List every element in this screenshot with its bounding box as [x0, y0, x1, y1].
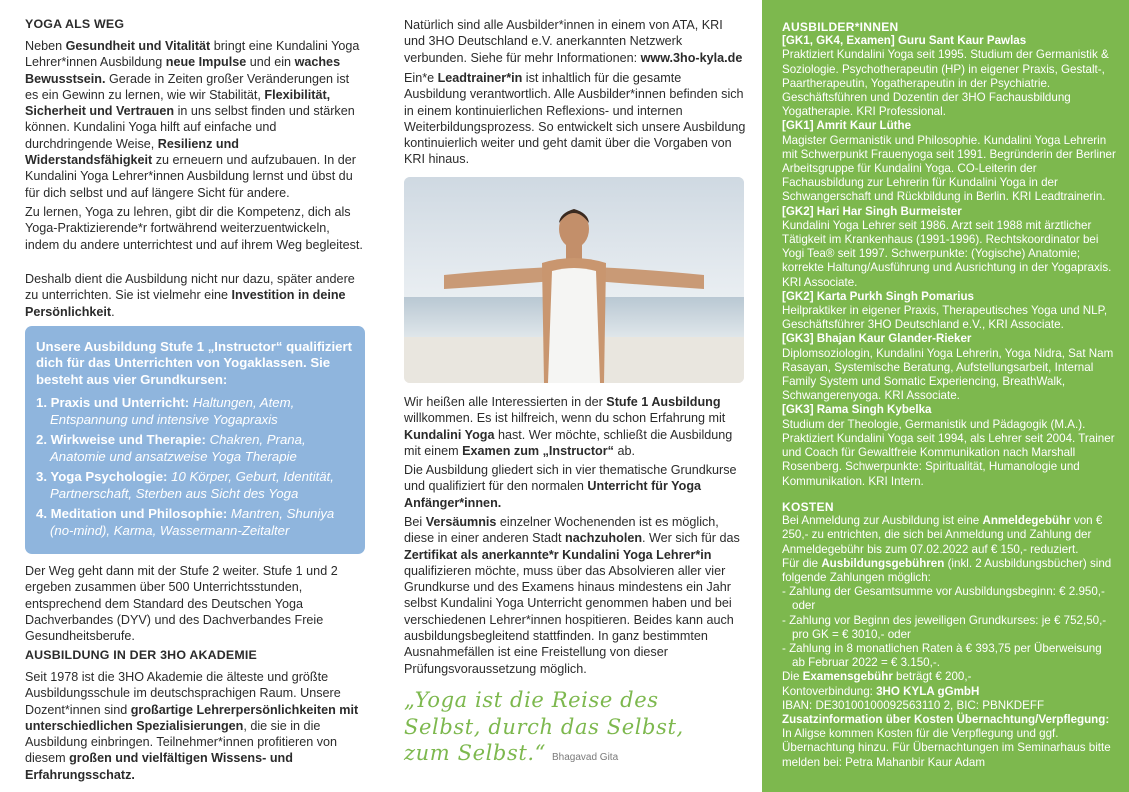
paragraph-versaeumnis: Bei Versäumnis einzelner Wochenenden ist es möglich, diese in einer anderen Stadt nachzuholen. Wer sich für das Zertifikat als anerkannte*r Kundalini Yoga Lehrer*in qualifizieren möchte, muss über das Absolvieren aller vier Grundkurse und des Examens hinaus mindestens ein Jahr selbst Kundalini Yoga Unterricht genommen haben und bei verschiedenen Lehrer*innen hospitieren. Beides kann auch ausbildungsbegleitend stattfinden. In ganz bestimmten Ausnahmefällen ist eine Freistellung von dieser Prüfungsvoraussetzung möglich. [404, 515, 740, 676]
exam-fee: Die Examensgebühr beträgt € 200,- [782, 670, 972, 684]
trainer-name: [GK2] Hari Har Singh Burmeister [782, 204, 962, 218]
trainer-bio: Studium der Theologie, Germanistik und Pädagogik (M.A.). Praktiziert Kundalini Yoga seit 1994, als Lehrer seit 2004. Trainer und Coach für Gewaltfreie Kommunikation nach Marshall Rosenberg. Schwerpunkte: Spiritualität, Humanologie und Kommunikation. KRI Intern. [782, 417, 1115, 488]
trainer-entry [782, 290, 1117, 333]
costs-intro: Bei Anmeldung zur Ausbildung ist eine Anmeldegebühr von € 250,- zu entrichten, die sich bei Anmeldung und Zahlung der Anmeldegebühr bis zum 07.02.2022 auf € 150,- reduziert. [782, 514, 1103, 556]
course-item: 3. Yoga Psychologie: 10 Körper, Geburt, Identität, Partnerschaft, Sterben aus Sicht des Yoga [36, 468, 334, 501]
costs-fees: Für die Ausbildungsgebühren (inkl. 2 Ausbildungsbücher) sind folgende Zahlungen möglich: [782, 556, 1112, 585]
trainer-entry [782, 403, 1117, 488]
yoga-man-illustration [404, 177, 744, 383]
trainer-bio: Heilpraktiker in eigener Praxis, Therapeutisches Yoga und NLP, Geschäftsführer 3HO Deutschland e.V., KRI Associate. [782, 304, 1108, 332]
course-item: 2. Wirkweise und Therapie: Chakren, Prana, Anatomie und ansatzweise Yoga Therapie [36, 431, 306, 464]
course-item: 1. Praxis und Unterricht: Haltungen, Atem, Entspannung und intensive Yogapraxis [36, 394, 295, 427]
trainer-name: [GK1] Amrit Kaur Lüthe [782, 119, 912, 133]
yoga-photo [404, 177, 744, 383]
heading-ausbilder: AUSBILDER*INNEN [782, 20, 899, 34]
trainer-entry [782, 34, 1117, 119]
trainer-bio: Praktiziert Kundalini Yoga seit 1995. Studium der Germanistik & Soziologie. Psychotherapeutin (HP) in eigener Praxis, Gestalt-, Paartherapeutin, Yogatherapeutin in der Psychiatrie. Geschäftsführen und Dozentin der 3HO Fachausbildung Yogatherapie. KRI Professional. [782, 48, 1109, 119]
trainer-bio: Magister Germanistik und Philosophie. Kundalini Yoga Lehrerin mit Schwerpunkt Frauenyoga seit 1991. Begründerin der Berliner Arbeitsgruppe für Kundalini Yoga. CO-Leiterin der Fachausbildung zur Lehrerin für Kundalini Yoga in der Schwangerschaft und Rückbildung in Berlin. KRI Leadtrainerin. [782, 133, 1116, 204]
paragraph-stufe2: Der Weg geht dann mit der Stufe 2 weiter. Stufe 1 und 2 ergeben zusammen über 500 Unterrichtsstunden, entsprechend dem Standard des Deutschen Yoga Dachverbandes (DYV) und des Dachverbandes Freie Gesundheitsberufe. [25, 564, 338, 644]
paragraph-investition: Deshalb dient die Ausbildung nicht nur dazu, später andere zu unterrichten. Sie ist vielmehr eine Investition in deine Persönlichkeit. [25, 272, 355, 319]
paragraph-lehren: Zu lernen, Yoga zu lehren, gibt dir die Kompetenz, dich als Yoga-Praktizierende*r fortwährend weiterzuentwickeln, indem du andere unterrichtest und auf ihrem Weg begleitest. [25, 205, 363, 252]
course-item: 4. Meditation und Philosophie: Mantren, Shuniya (no-mind), Karma, Wassermann-Zeitalter [36, 505, 335, 538]
heading-ausbildung-3ho: AUSBILDUNG IN DER 3HO AKADEMIE [25, 648, 258, 662]
account: Kontoverbindung: 3HO KYLA gGmbH [782, 684, 980, 698]
course-overview-box [25, 326, 365, 554]
costs-section [782, 500, 1117, 770]
paragraph-3ho-akademie: Seit 1978 ist die 3HO Akademie die älteste und größte Ausbildungsschule im deutschsprachigen Raum. Unsere Dozent*innen sind großartige Lehrerpersönlichkeiten mit unterschiedlichen Spezialisierungen, die sie in die Ausbildung einbringen. Teilnehmer*innen profitieren von diesem großen und vielfältigen Wissens- und Erfahrungsschatz. [25, 670, 359, 782]
cost-option: - Zahlung vor Beginn des jeweiligen Grundkurses: je € 752,50,- pro GK = € 3010,- oder [782, 613, 1107, 641]
trainer-entry [782, 205, 1117, 290]
trainer-name: [GK1, GK4, Examen] Guru Sant Kaur Pawlas [782, 34, 1027, 48]
trainer-entry [782, 119, 1117, 204]
heading-yoga-als-weg: YOGA ALS WEG [25, 17, 125, 31]
quote-source: Bhagavad Gita [551, 752, 619, 763]
paragraph-stufe1: Wir heißen alle Interessierten in der Stufe 1 Ausbildung willkommen. Es ist hilfreich, wenn du schon Erfahrung mit Kundalini Yoga hast. Wer möchte, schließt die Ausbildung mit einem Examen zum „Instructor“ ab. [404, 395, 733, 458]
quote-bhagavad-gita: „Yoga ist die Reise des Selbst, durch das Selbst, zum Selbst.“ Bhagavad Gita [404, 688, 684, 765]
trainer-bio: Diplomsoziologin, Kundalini Yoga Lehrerin, Yoga Nidra, Sat Nam Rasayan, Systemische Beratung, Aufstellungsarbeit, Internal Family System und Somatic Experiencing, BreathWalk, Schwangerenyoga. KRI Associate. [782, 346, 1114, 403]
trainers-section [782, 20, 1117, 489]
course-list [36, 394, 355, 539]
trainer-list [782, 34, 1117, 489]
paragraph-leadtrainer: Ein*e Leadtrainer*in ist inhaltlich für die gesamte Ausbildung verantwortlich. Alle Ausbilder*innen befinden sich in einem kontinuierlichen Reflexions- und internen Weiterbildungsprozess. So entwickelt sich unsere Ausbildung kontinuierlich weiter und geht damit über die Vorgaben von KRI hinaus. [404, 71, 746, 167]
trainer-name: [GK3] Rama Singh Kybelka [782, 403, 932, 417]
extra-info: Zusatzinformation über Kosten Übernachtung/Verpflegung: In Aligse kommen Kosten für die Verpflegung und ggf. Übernachtung hinzu. Für Übernachtungen im Seminarhaus bitte melden bei: Petra Mahanbir Kaur Adam [782, 713, 1111, 769]
trainer-name: [GK2] Karta Purkh Singh Pomarius [782, 289, 974, 303]
course-overview-intro: Unsere Ausbildung Stufe 1 „Instructor“ qualifiziert dich für das Unterrichten von Yogaklassen. Sie besteht aus vier Grundkursen: [36, 339, 353, 387]
paragraph-netzwerk: Natürlich sind alle Ausbilder*innen in einem von ATA, KRI und 3HO Deutschland e.V. anerkannten Netzwerk verbunden. Siehe für mehr Informationen: www.3ho-kyla.de [404, 18, 743, 65]
cost-option: - Zahlung der Gesamtsumme vor Ausbildungsbeginn: € 2.950,- oder [782, 585, 1105, 613]
heading-kosten: KOSTEN [782, 500, 834, 514]
trainer-bio: Kundalini Yoga Lehrer seit 1986. Arzt seit 1988 mit ärztlicher Tätigkeit im Krankenhaus (1991-1996). Rechtskoordinator bei Yogi Tea® seit 1997. Schwerpunkte: (Yogische) Anatomie; korrekte Haltung/Ausführung und Ausrichtung in der Yogapraxis. KRI Associate. [782, 218, 1112, 289]
trainer-entry [782, 332, 1117, 403]
paragraph-intro: Neben Gesundheit und Vitalität bringt eine Kundalini Yoga Lehrer*innen Ausbildung neue Impulse und ein waches Bewusstsein. Gerade in Zeiten großer Veränderungen ist es ein Gewinn zu lernen, wie wir Stabilität, Flexibilität, Sicherheit und Vertrauen in uns selbst finden und stärken können. Kundalini Yoga hilft auf einfache und durchdringende Weise, Resilienz und Widerstandsfähigkeit zu erneuern und aufzubauen. In der Kundalini Yoga Lehrer*innen Ausbildung lernst und übst du für dich selbst und auf längere Sicht für andere. [25, 39, 360, 200]
column-right-green [762, 0, 1129, 792]
paragraph-gliederung: Die Ausbildung gliedert sich in vier thematische Grundkurse und qualifiziert für den normalen Unterricht für Yoga Anfänger*innen. [404, 463, 737, 510]
trainer-name: [GK3] Bhajan Kaur Glander-Rieker [782, 332, 972, 346]
cost-option: - Zahlung in 8 monatlichen Raten à € 393,75 per Überweisung ab Februar 2022 = € 3.150,-. [782, 642, 1102, 670]
iban: IBAN: DE30100100092563110 2, BIC: PBNKDEFF [782, 698, 1045, 712]
